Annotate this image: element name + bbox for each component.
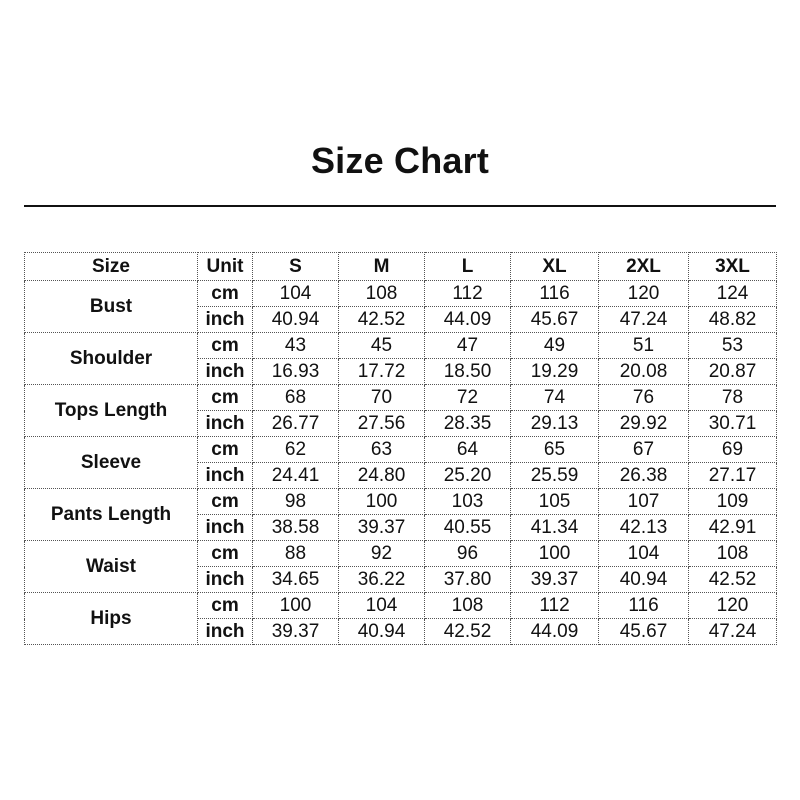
value-cell: 17.72 (339, 359, 425, 385)
value-cell: 20.87 (689, 359, 777, 385)
value-cell: 51 (599, 333, 689, 359)
value-cell: 112 (511, 593, 599, 619)
measurement-sleeve: Sleeve (25, 437, 198, 489)
value-cell: 116 (511, 281, 599, 307)
value-cell: 27.17 (689, 463, 777, 489)
value-cell: 39.37 (253, 619, 339, 645)
value-cell: 72 (425, 385, 511, 411)
value-cell: 45 (339, 333, 425, 359)
table-row (25, 281, 777, 307)
value-cell: 45.67 (511, 307, 599, 333)
value-cell: 20.08 (599, 359, 689, 385)
value-cell: 48.82 (689, 307, 777, 333)
value-cell: 40.94 (339, 619, 425, 645)
unit-inch: inch (198, 463, 253, 489)
value-cell: 16.93 (253, 359, 339, 385)
value-cell: 47.24 (599, 307, 689, 333)
value-cell: 42.52 (339, 307, 425, 333)
value-cell: 27.56 (339, 411, 425, 437)
measurement-bust: Bust (25, 281, 198, 333)
value-cell: 28.35 (425, 411, 511, 437)
value-cell: 120 (599, 281, 689, 307)
page-title: Size Chart (310, 140, 490, 181)
value-cell: 67 (599, 437, 689, 463)
table-row (25, 541, 777, 567)
unit-cm: cm (198, 385, 253, 411)
value-cell: 64 (425, 437, 511, 463)
header-size-2xl: 2XL (599, 253, 689, 281)
value-cell: 25.20 (425, 463, 511, 489)
header-size-3xl: 3XL (689, 253, 777, 281)
value-cell: 45.67 (599, 619, 689, 645)
value-cell: 53 (689, 333, 777, 359)
header-size: Size (25, 253, 198, 281)
value-cell: 76 (599, 385, 689, 411)
header-size-xl: XL (511, 253, 599, 281)
value-cell: 18.50 (425, 359, 511, 385)
value-cell: 104 (253, 281, 339, 307)
value-cell: 105 (511, 489, 599, 515)
value-cell: 47 (425, 333, 511, 359)
unit-cm: cm (198, 541, 253, 567)
unit-inch: inch (198, 619, 253, 645)
value-cell: 108 (425, 593, 511, 619)
value-cell: 104 (339, 593, 425, 619)
value-cell: 26.77 (253, 411, 339, 437)
value-cell: 42.91 (689, 515, 777, 541)
value-cell: 40.94 (253, 307, 339, 333)
value-cell: 41.34 (511, 515, 599, 541)
table-row (25, 333, 777, 359)
header-unit: Unit (198, 253, 253, 281)
value-cell: 104 (599, 541, 689, 567)
value-cell: 40.55 (425, 515, 511, 541)
unit-cm: cm (198, 489, 253, 515)
value-cell: 49 (511, 333, 599, 359)
header-size-s: S (253, 253, 339, 281)
value-cell: 38.58 (253, 515, 339, 541)
measurement-pants-length: Pants Length (25, 489, 198, 541)
measurement-shoulder: Shoulder (25, 333, 198, 385)
measurement-tops-length: Tops Length (25, 385, 198, 437)
value-cell: 25.59 (511, 463, 599, 489)
value-cell: 103 (425, 489, 511, 515)
value-cell: 37.80 (425, 567, 511, 593)
value-cell: 116 (599, 593, 689, 619)
value-cell: 24.41 (253, 463, 339, 489)
value-cell: 112 (425, 281, 511, 307)
value-cell: 44.09 (425, 307, 511, 333)
table-row (25, 489, 777, 515)
table-row (25, 437, 777, 463)
unit-inch: inch (198, 307, 253, 333)
value-cell: 100 (339, 489, 425, 515)
value-cell: 42.13 (599, 515, 689, 541)
value-cell: 39.37 (511, 567, 599, 593)
value-cell: 34.65 (253, 567, 339, 593)
table-body (25, 253, 777, 645)
value-cell: 96 (425, 541, 511, 567)
value-cell: 42.52 (689, 567, 777, 593)
value-cell: 108 (339, 281, 425, 307)
unit-inch: inch (198, 411, 253, 437)
value-cell: 29.92 (599, 411, 689, 437)
header-size-m: M (339, 253, 425, 281)
value-cell: 63 (339, 437, 425, 463)
unit-inch: inch (198, 515, 253, 541)
value-cell: 108 (689, 541, 777, 567)
value-cell: 24.80 (339, 463, 425, 489)
unit-inch: inch (198, 359, 253, 385)
value-cell: 36.22 (339, 567, 425, 593)
value-cell: 44.09 (511, 619, 599, 645)
unit-cm: cm (198, 593, 253, 619)
title-divider (24, 205, 776, 207)
value-cell: 88 (253, 541, 339, 567)
value-cell: 107 (599, 489, 689, 515)
unit-cm: cm (198, 281, 253, 307)
table-row (25, 593, 777, 619)
value-cell: 29.13 (511, 411, 599, 437)
measurement-hips: Hips (25, 593, 198, 645)
value-cell: 65 (511, 437, 599, 463)
value-cell: 30.71 (689, 411, 777, 437)
value-cell: 124 (689, 281, 777, 307)
value-cell: 43 (253, 333, 339, 359)
value-cell: 69 (689, 437, 777, 463)
value-cell: 100 (253, 593, 339, 619)
value-cell: 78 (689, 385, 777, 411)
value-cell: 47.24 (689, 619, 777, 645)
value-cell: 74 (511, 385, 599, 411)
value-cell: 109 (689, 489, 777, 515)
value-cell: 39.37 (339, 515, 425, 541)
value-cell: 62 (253, 437, 339, 463)
measurement-waist: Waist (25, 541, 198, 593)
unit-inch: inch (198, 567, 253, 593)
value-cell: 42.52 (425, 619, 511, 645)
unit-cm: cm (198, 333, 253, 359)
value-cell: 120 (689, 593, 777, 619)
value-cell: 98 (253, 489, 339, 515)
value-cell: 92 (339, 541, 425, 567)
value-cell: 68 (253, 385, 339, 411)
value-cell: 100 (511, 541, 599, 567)
header-row (25, 253, 777, 281)
unit-cm: cm (198, 437, 253, 463)
value-cell: 40.94 (599, 567, 689, 593)
value-cell: 19.29 (511, 359, 599, 385)
table-row (25, 385, 777, 411)
size-chart-table (24, 252, 777, 645)
header-size-l: L (425, 253, 511, 281)
value-cell: 70 (339, 385, 425, 411)
value-cell: 26.38 (599, 463, 689, 489)
